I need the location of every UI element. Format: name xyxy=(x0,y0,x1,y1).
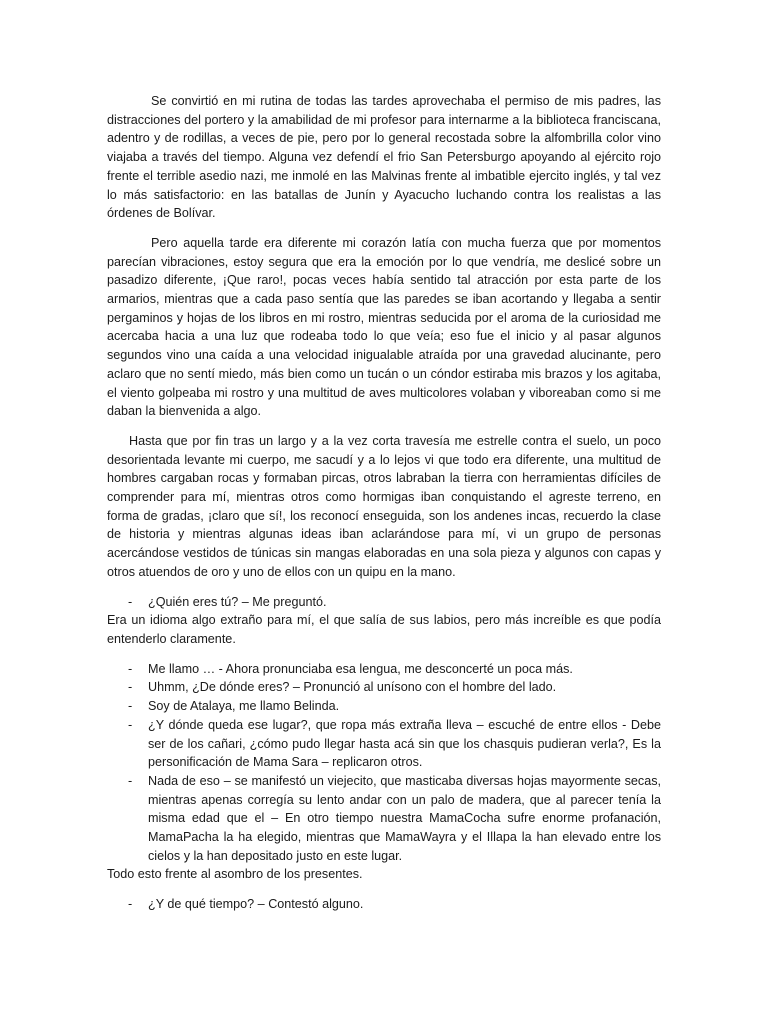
list-item xyxy=(107,772,661,866)
paragraph-5: Todo esto frente al asombro de los presentes. xyxy=(107,867,363,882)
document-page xyxy=(107,92,661,914)
dash-bullet: - xyxy=(128,661,133,676)
dash-bullet: - xyxy=(128,680,133,695)
paragraph-2: Pero aquella tarde era diferente mi corazón latía con mucha fuerza que por momentos parecían vibraciones, estoy segura que era la emoción por lo que vendría, me deslicé sobre un pasadizo diferente, ¡Que raro!, pocas veces había sentido tal atracción por esta parte de los armarios, mientras que a cada paso sentía que las paredes se iban acortando y llegaba a sentir pergaminos y hojas de los libros en mi rostro, mientras seducida por el aroma de la curiosidad me acercaba hacia a una luz que rodeaba todo lo que veía; eso fue el inicio y al pasar algunos segundos vino una caída a una velocidad inigualable atraída por una gravedad alucinante, pero aclaro que no sentí miedo, más bien como un tucán o un cóndor estiraba mis brazos y los agitaba, el viento golpeaba mi rostro y una multitud de aves multicolores volaban y viboreaban como si me daban la bienvenida a algo. xyxy=(107,235,661,419)
list-item xyxy=(107,678,661,697)
paragraph-3: Hasta que por fin tras un largo y a la vez corta travesía me estrelle contra el suelo, un poco desorientada levante mi cuerpo, me sacudí y a lo lejos vi que todo era diferente, una multitud de hombres cargaban rocas y formaban pircas, otros labraban la tierra con herramientas difíciles de comprender para mí, mientras otros como hormigas iban conquistando el agreste terreno, en forma de gradas, ¡claro que sí!, los reconocí enseguida, son los andenes incas, recuerdo la clase de historia y mientras algunas ideas iban aclarándose para mí, vi un grupo de personas acercándose vestidos de túnicas sin mangas elaboradas en una sola pieza y algunos con capas y otros atuendos de oro y uno de ellos con un quipu en la mano. xyxy=(107,433,661,579)
dash-bullet: - xyxy=(128,897,133,912)
list-item xyxy=(107,660,661,679)
dash-bullet: - xyxy=(128,773,133,788)
list-item xyxy=(107,895,661,914)
list-item-text: ¿Quién eres tú? – Me preguntó. xyxy=(148,594,327,609)
paragraph-1: Se convirtió en mi rutina de todas las tardes aprovechaba el permiso de mis padres, las distracciones del portero y la amabilidad de mi profesor para internarme a la biblioteca franciscana, adentro y de rodillas, a veces de pie, pero por lo general recostada sobre la alfombrilla color vino viajaba a través del tiempo. Alguna vez defendí el frio San Petersburgo apoyando al ejército rojo frente el terrible asedio nazi, me inmolé en las Malvinas frente al imbatible ejercito inglés, y tal vez lo más satisfactorio: en las batallas de Junín y Ayacucho luchando contra los realistas a las órdenes de Bolívar. xyxy=(107,94,661,221)
list-item-text: Uhmm, ¿De dónde eres? – Pronunció al unísono con el hombre del lado. xyxy=(148,680,557,695)
list-item-text: ¿Y de qué tiempo? – Contestó alguno. xyxy=(148,897,364,912)
list-item xyxy=(107,593,661,612)
dialogue-list-2 xyxy=(107,660,661,866)
dialogue-list-3 xyxy=(107,895,661,914)
dash-bullet: - xyxy=(128,699,133,714)
list-item-text: Soy de Atalaya, me llamo Belinda. xyxy=(148,699,340,714)
list-item xyxy=(107,716,661,772)
paragraph-4: Era un idioma algo extraño para mí, el que salía de sus labios, pero más increíble es que podía entenderlo claramente. xyxy=(107,613,661,646)
list-item xyxy=(107,697,661,716)
list-item-text: Me llamo … - Ahora pronunciaba esa lengua, me desconcerté un poca más. xyxy=(148,661,573,676)
list-item-text: ¿Y dónde queda ese lugar?, que ropa más extraña lleva – escuché de entre ellos - Debe ser de los cañari, ¿cómo pudo llegar hasta acá sin que los chasquis pudieran verla?, Es la personificación de Mama Sara – replicaron otros. xyxy=(148,717,661,770)
dash-bullet: - xyxy=(128,594,133,609)
dialogue-list-1 xyxy=(107,593,661,612)
dash-bullet: - xyxy=(128,717,133,732)
list-item-text: Nada de eso – se manifestó un viejecito, que masticaba diversas hojas mayormente secas, mientras apenas corregía su lento andar con un palo de madera, que al parecer tenía la misma edad que el – En otro tiempo nuestra MamaCocha sufre enorme profanación, MamaPacha la ha elegido, mientras que MamaWayra y el Illapa la han elevado entre los cielos y la han depositado justo en este lugar. xyxy=(148,773,661,863)
